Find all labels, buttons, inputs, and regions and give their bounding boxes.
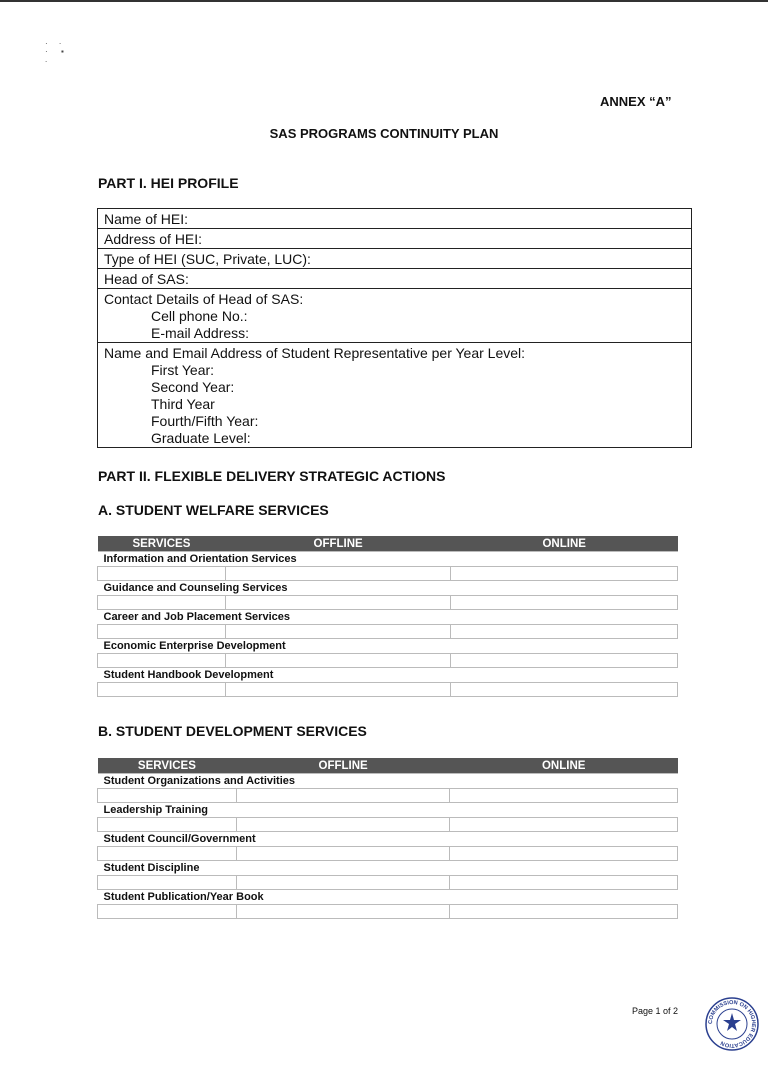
online-cell[interactable] bbox=[451, 567, 678, 581]
service-name-row bbox=[98, 861, 678, 876]
online-cell[interactable] bbox=[450, 818, 678, 832]
part2-heading: PART II. FLEXIBLE DELIVERY STRATEGIC ACTIONS bbox=[98, 468, 446, 484]
profile-row bbox=[98, 342, 691, 447]
service-name-row bbox=[98, 610, 678, 625]
services-cell[interactable] bbox=[98, 654, 226, 668]
service-name: Student Organizations and Activities bbox=[98, 774, 678, 789]
service-name-row bbox=[98, 668, 678, 683]
online-cell[interactable] bbox=[450, 789, 678, 803]
service-name: Information and Orientation Services bbox=[98, 552, 678, 567]
welfare-services-table bbox=[97, 536, 678, 697]
profile-subfield-label: Second Year: bbox=[151, 379, 235, 395]
profile-row bbox=[98, 288, 691, 342]
offline-cell[interactable] bbox=[225, 596, 451, 610]
services-cell[interactable] bbox=[98, 818, 237, 832]
service-entry-row bbox=[98, 818, 678, 832]
service-name-row bbox=[98, 581, 678, 596]
profile-row bbox=[98, 268, 691, 288]
service-entry-row bbox=[98, 625, 678, 639]
online-cell[interactable] bbox=[451, 596, 678, 610]
services-cell[interactable] bbox=[98, 683, 226, 697]
offline-cell[interactable] bbox=[236, 818, 450, 832]
profile-subfield-label: First Year: bbox=[151, 362, 215, 378]
service-name: Economic Enterprise Development bbox=[98, 639, 678, 654]
service-name-row bbox=[98, 552, 678, 567]
profile-subfield-label: Third Year bbox=[151, 396, 215, 412]
annex-label: ANNEX “A” bbox=[600, 94, 672, 109]
ched-seal-icon bbox=[704, 996, 760, 1052]
part1-heading: PART I. HEI PROFILE bbox=[98, 175, 239, 191]
service-name: Career and Job Placement Services bbox=[98, 610, 678, 625]
offline-cell[interactable] bbox=[236, 905, 450, 919]
offline-cell[interactable] bbox=[236, 847, 450, 861]
development-services-table bbox=[97, 758, 678, 919]
online-cell[interactable] bbox=[450, 876, 678, 890]
profile-field-label: Type of HEI (SUC, Private, LUC): bbox=[104, 251, 311, 267]
service-name-row bbox=[98, 832, 678, 847]
column-header-online: ONLINE bbox=[451, 536, 678, 552]
online-cell[interactable] bbox=[451, 683, 678, 697]
scan-specks: · · · ▪ . bbox=[45, 39, 64, 64]
column-header-services: SERVICES bbox=[98, 758, 237, 774]
service-name: Student Handbook Development bbox=[98, 668, 678, 683]
services-cell[interactable] bbox=[98, 625, 226, 639]
column-header-online: ONLINE bbox=[450, 758, 678, 774]
profile-subfield-label: Fourth/Fifth Year: bbox=[151, 413, 259, 429]
offline-cell[interactable] bbox=[236, 876, 450, 890]
services-cell[interactable] bbox=[98, 596, 226, 610]
service-name: Student Discipline bbox=[98, 861, 678, 876]
hei-profile-table bbox=[97, 208, 692, 448]
offline-cell[interactable] bbox=[225, 683, 451, 697]
service-entry-row bbox=[98, 596, 678, 610]
offline-cell[interactable] bbox=[225, 625, 451, 639]
service-name: Student Publication/Year Book bbox=[98, 890, 678, 905]
services-cell[interactable] bbox=[98, 567, 226, 581]
profile-field-label: Name and Email Address of Student Representative per Year Level: bbox=[104, 345, 526, 361]
top-border-line bbox=[0, 0, 768, 2]
service-name: Student Council/Government bbox=[98, 832, 678, 847]
service-entry-row bbox=[98, 567, 678, 581]
profile-subfield-label: Graduate Level: bbox=[151, 430, 251, 446]
profile-field-label: Name of HEI: bbox=[104, 211, 189, 227]
profile-field-label: Head of SAS: bbox=[104, 271, 189, 287]
profile-field-label: Contact Details of Head of SAS: bbox=[104, 291, 304, 307]
offline-cell[interactable] bbox=[225, 654, 451, 668]
service-name-row bbox=[98, 774, 678, 789]
page-number: Page 1 of 2 bbox=[632, 1006, 679, 1016]
service-entry-row bbox=[98, 876, 678, 890]
document-title: SAS PROGRAMS CONTINUITY PLAN bbox=[269, 126, 499, 141]
profile-subfield-label: E-mail Address: bbox=[151, 325, 250, 341]
online-cell[interactable] bbox=[450, 905, 678, 919]
section-b-heading: B. STUDENT DEVELOPMENT SERVICES bbox=[98, 723, 367, 739]
service-entry-row bbox=[98, 654, 678, 668]
service-name-row bbox=[98, 639, 678, 654]
service-name-row bbox=[98, 803, 678, 818]
column-header-offline: OFFLINE bbox=[225, 536, 451, 552]
services-cell[interactable] bbox=[98, 876, 237, 890]
services-cell[interactable] bbox=[98, 789, 237, 803]
section-a-heading: A. STUDENT WELFARE SERVICES bbox=[98, 502, 329, 518]
online-cell[interactable] bbox=[451, 625, 678, 639]
profile-row bbox=[98, 228, 691, 248]
service-entry-row bbox=[98, 683, 678, 697]
service-name: Guidance and Counseling Services bbox=[98, 581, 678, 596]
profile-row bbox=[98, 248, 691, 268]
service-name: Leadership Training bbox=[98, 803, 678, 818]
profile-row bbox=[98, 209, 691, 228]
services-cell[interactable] bbox=[98, 847, 237, 861]
online-cell[interactable] bbox=[450, 847, 678, 861]
profile-field-label: Address of HEI: bbox=[104, 231, 203, 247]
services-cell[interactable] bbox=[98, 905, 237, 919]
service-entry-row bbox=[98, 905, 678, 919]
profile-subfield-label: Cell phone No.: bbox=[151, 308, 248, 324]
service-entry-row bbox=[98, 847, 678, 861]
column-header-offline: OFFLINE bbox=[236, 758, 450, 774]
svg-text:COMMISSION ON HIGHER EDUCATION: COMMISSION ON HIGHER EDUCATION bbox=[707, 999, 757, 1049]
column-header-services: SERVICES bbox=[98, 536, 226, 552]
service-name-row bbox=[98, 890, 678, 905]
offline-cell[interactable] bbox=[225, 567, 451, 581]
online-cell[interactable] bbox=[451, 654, 678, 668]
offline-cell[interactable] bbox=[236, 789, 450, 803]
service-entry-row bbox=[98, 789, 678, 803]
